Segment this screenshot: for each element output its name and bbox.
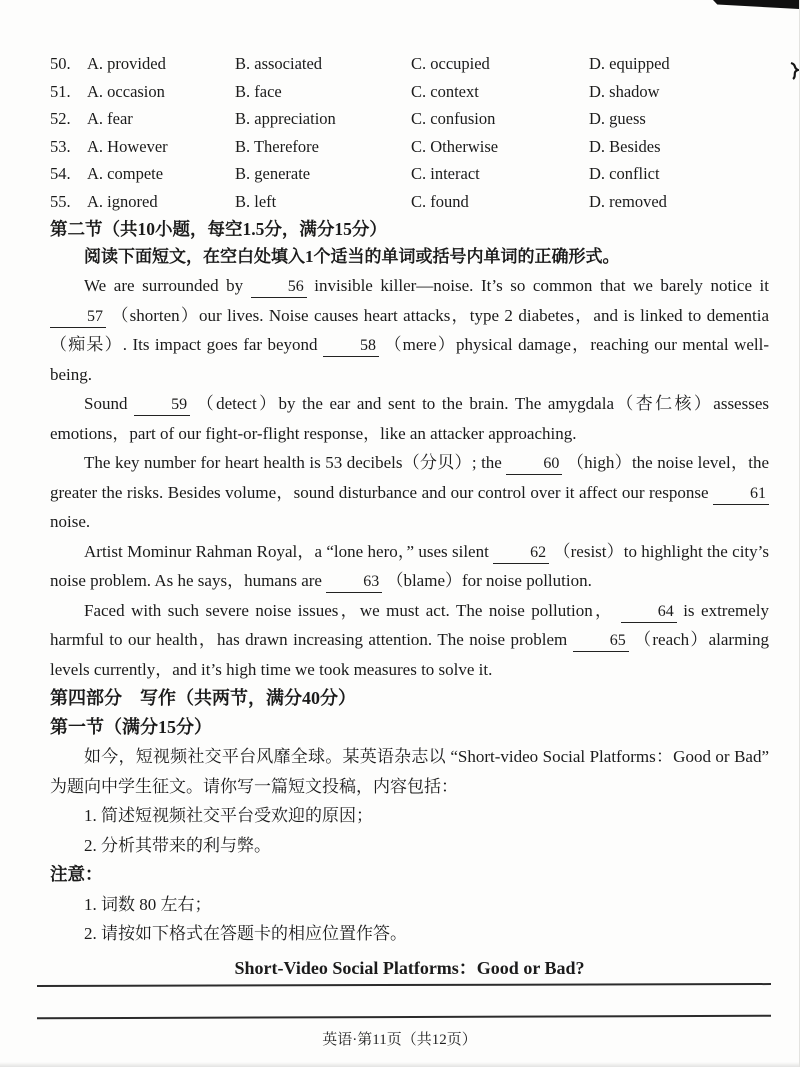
option-c: C. context <box>411 81 479 101</box>
cloze-options-table <box>50 50 769 215</box>
part-four-heading: 第四部分 写作（共两节，满分40分） <box>50 688 356 708</box>
fill-blank-59: 59 <box>134 395 190 416</box>
option-row-50 <box>50 50 769 78</box>
fill-blank-58: 58 <box>323 336 379 357</box>
cloze-paragraph-5: Faced with such severe noise issues，we must act. The noise pollution， 64 is extremely harmful to our health，has drawn increasing attention. The noise problem 65 （reach）alarming levels currently，and it’s high time we took measures to solve it. <box>50 600 770 679</box>
question-number: 54. <box>50 164 71 183</box>
cloze-paragraph-2: Sound 59 （detect）by the ear and sent to the brain. The amygdala（杏仁核）assesses emotions，part of our fight-or-flight response，like an attacker approaching. <box>50 394 769 443</box>
footer-rule-top <box>37 983 771 987</box>
scan-edge-mark <box>788 60 799 82</box>
essay-title: Short-Video Social Platforms：Good or Bad? <box>234 957 585 978</box>
option-c: C. found <box>411 191 469 211</box>
option-row-55 <box>50 188 769 216</box>
writing-prompt: 如今，短视频社交平台风靡全球。某英语杂志以 “Short-video Social Platforms：Good or Bad” 为题向中学生征文。请你写一篇短文投稿，内容包括： <box>50 747 769 796</box>
scan-bottom-edge <box>0 1062 799 1067</box>
option-a: A. occasion <box>87 81 165 101</box>
cloze-paragraph-1: We are surrounded by 56 invisible killer—noise. It’s so common that we barely notice it 57 （shorten）our lives. Noise causes heart attacks，type 2 diabetes，and is linked to dementia（痴呆）. Its impact goes far beyond 58 （mere）physical damage，reaching our mental well-being. <box>50 276 770 384</box>
question-number: 50. <box>50 54 71 73</box>
fill-blank-56: 56 <box>251 277 307 298</box>
section-two-instruction: 阅读下面短文，在空白处填入1个适当的单词或括号内单词的正确形式。 <box>84 247 620 266</box>
footer-rule-bottom <box>37 1015 771 1020</box>
notice-item-2: 2. 请按如下格式在答题卡的相应位置作答。 <box>84 924 407 943</box>
option-c: C. confusion <box>411 109 496 128</box>
option-a: A. provided <box>87 54 166 73</box>
option-d: D. removed <box>589 191 667 211</box>
question-number: 55. <box>50 191 71 211</box>
fill-blank-65: 65 <box>573 631 629 652</box>
option-b: B. generate <box>235 164 311 183</box>
option-a: A. fear <box>87 109 133 128</box>
option-row-53 <box>50 133 769 161</box>
notice-label: 注意： <box>50 864 103 884</box>
option-a: A. compete <box>87 164 164 183</box>
option-b: B. appreciation <box>235 109 336 128</box>
option-d: D. equipped <box>589 54 670 73</box>
option-b: B. face <box>235 81 282 101</box>
option-c: C. occupied <box>411 54 490 73</box>
question-number: 51. <box>50 81 71 101</box>
option-c: C. interact <box>411 164 480 183</box>
option-row-52 <box>50 105 769 133</box>
question-number: 53. <box>50 136 71 156</box>
fill-blank-62: 62 <box>493 543 549 564</box>
fill-blank-60: 60 <box>506 454 562 475</box>
option-d: D. shadow <box>589 81 660 101</box>
option-row-51 <box>50 78 769 106</box>
option-a: A. ignored <box>87 191 158 211</box>
fill-blank-64: 64 <box>621 602 677 623</box>
option-b: B. left <box>235 191 277 211</box>
option-c: C. Otherwise <box>411 136 499 156</box>
option-row-54 <box>50 160 769 188</box>
option-d: D. Besides <box>589 136 661 156</box>
option-d: D. conflict <box>589 164 660 183</box>
option-d: D. guess <box>589 109 646 128</box>
writing-point-2: 2. 分析其带来的利与弊。 <box>84 835 271 855</box>
question-number: 52. <box>50 109 71 128</box>
part-four-section-one-heading: 第一节（满分15分） <box>50 717 212 737</box>
fill-blank-63: 63 <box>326 572 382 593</box>
fill-blank-61: 61 <box>713 484 769 505</box>
cloze-paragraph-4: Artist Mominur Rahman Royal，a “lone hero，” uses silent 62 （resist）to highlight the city’s noise problem. As he says，humans are 63 （blame）for noise pollution. <box>50 537 769 596</box>
option-b: B. associated <box>235 54 323 73</box>
option-b: B. Therefore <box>235 136 319 156</box>
option-a: A. However <box>87 136 168 156</box>
notice-item-1: 1. 词数 80 左右； <box>84 894 212 914</box>
cloze-paragraph-3: The key number for heart health is 53 decibels（分贝）; the 60 （high）the noise level，the greater the risks. Besides volume，sound disturbance and our control over it affect our response 61 noise. <box>50 453 769 531</box>
page-number-label: 英语·第11页（共12页） <box>322 1032 477 1048</box>
edge-mark-glyph <box>788 60 799 82</box>
writing-point-1: 1. 简述短视频社交平台受欢迎的原因； <box>84 806 373 825</box>
section-two-heading: 第二节（共10小题，每空1.5分，满分15分） <box>50 219 387 239</box>
fill-blank-57: 57 <box>50 307 106 328</box>
